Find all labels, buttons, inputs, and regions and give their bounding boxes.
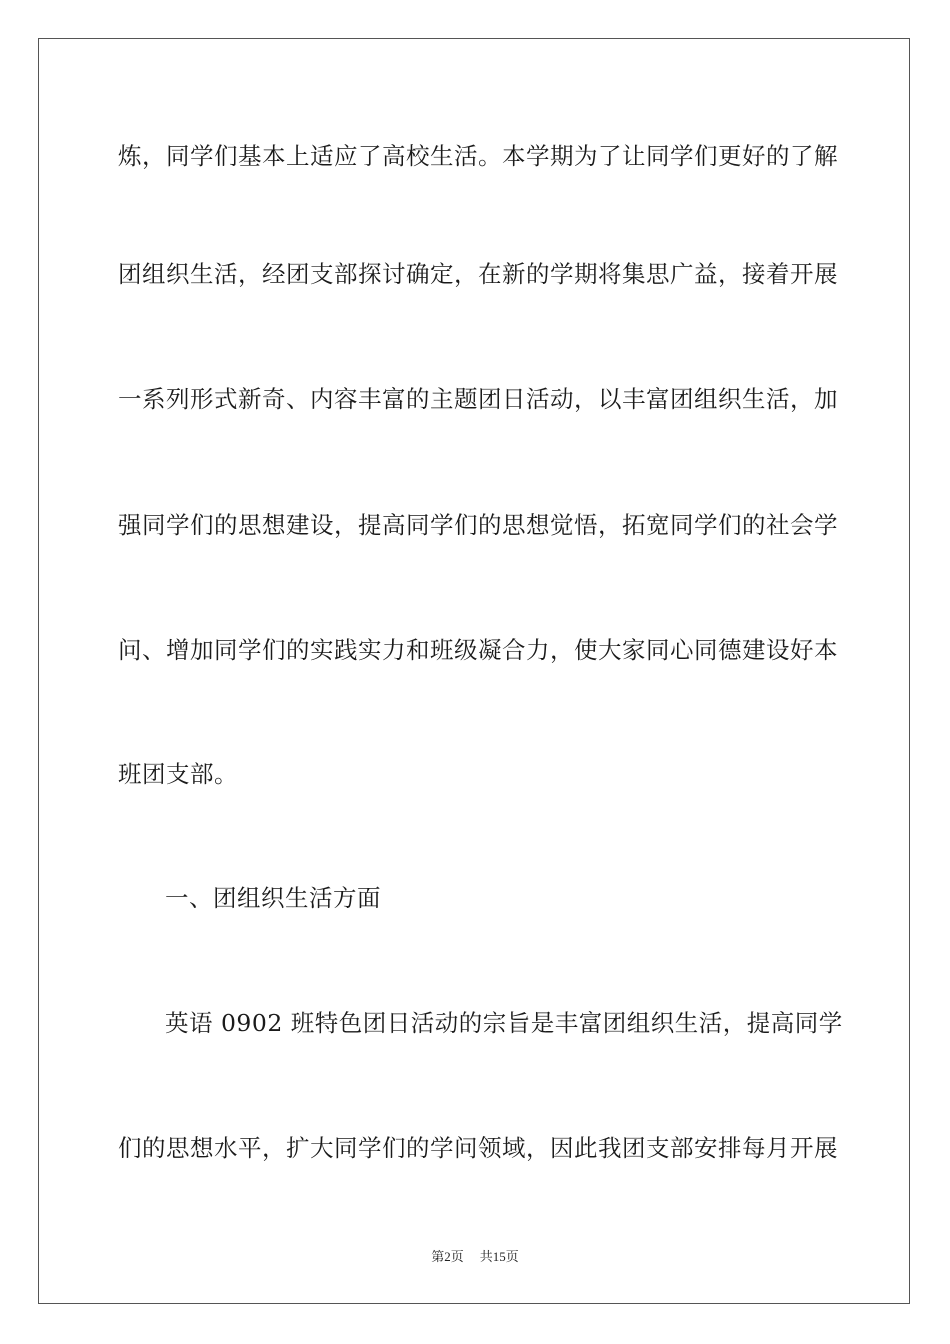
body-line-5: 问、增加同学们的实践实力和班级凝合力，使大家同心同德建设好本 <box>118 636 838 664</box>
body-line-6: 班团支部。 <box>118 760 238 788</box>
paragraph2-line-2: 们的思想水平，扩大同学们的学问领域，因此我团支部安排每月开展 <box>118 1134 838 1162</box>
body-line-4: 强同学们的思想建设，提高同学们的思想觉悟，拓宽同学们的社会学 <box>118 511 838 539</box>
page-footer <box>0 1246 950 1265</box>
body-line-3: 一系列形式新奇、内容丰富的主题团日活动，以丰富团组织生活，加 <box>118 385 838 413</box>
paragraph2-line-1: 英语 0902 班特色团日活动的宗旨是丰富团组织生活，提高同学 <box>165 1009 843 1037</box>
body-line-2: 团组织生活，经团支部探讨确定，在新的学期将集思广益，接着开展 <box>118 260 838 288</box>
body-line-1: 炼，同学们基本上适应了高校生活。本学期为了让同学们更好的了解 <box>118 142 838 170</box>
page-number: 第2页 <box>431 1249 464 1264</box>
section-heading: 一、团组织生活方面 <box>165 884 381 912</box>
page-border <box>38 38 910 1304</box>
page-total: 共15页 <box>479 1249 519 1264</box>
